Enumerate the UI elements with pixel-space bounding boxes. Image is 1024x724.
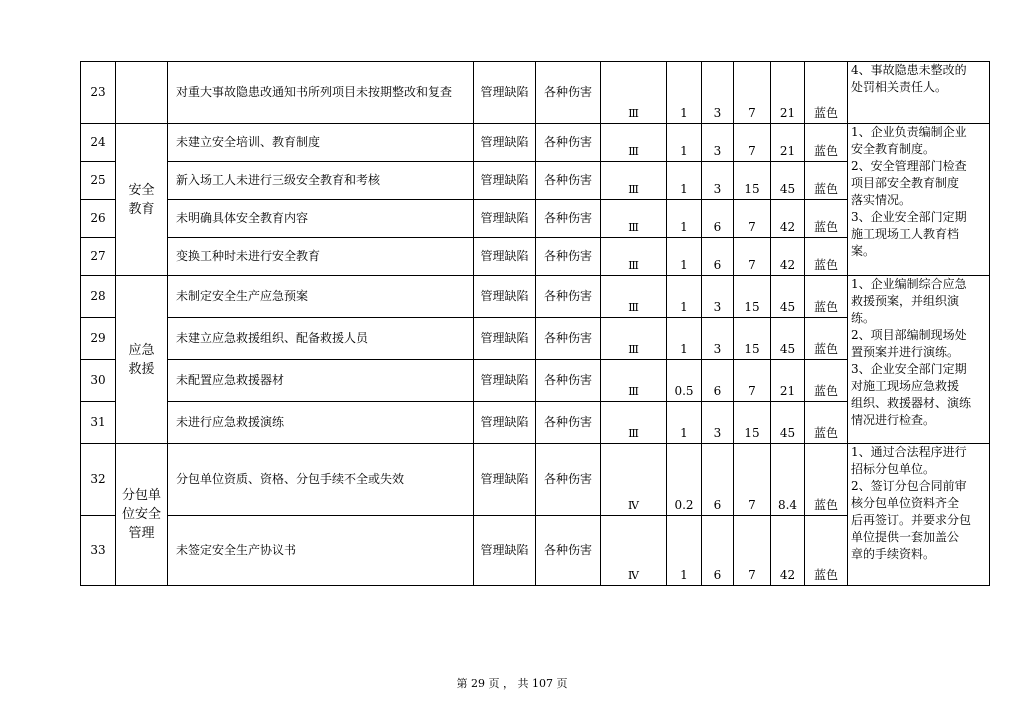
measure-line: 1、企业负责编制企业: [851, 125, 967, 139]
measure-line: 3、企业安全部门定期: [851, 362, 967, 376]
category-line: 管理: [128, 526, 155, 541]
risk-level: Ⅲ: [628, 385, 639, 398]
risk-level: Ⅲ: [628, 427, 639, 440]
risk-color: 蓝色: [805, 360, 848, 402]
value-l: 0.2: [667, 444, 702, 516]
measure-line: 招标分包单位。: [851, 462, 936, 476]
risk-level-cell: [601, 360, 667, 402]
measure-line: 核分包单位资料齐全: [851, 496, 960, 510]
row-number: 32: [81, 444, 116, 516]
risk-color: 蓝色: [805, 318, 848, 360]
measure-line: 练。: [851, 311, 876, 325]
harm-type: 各种伤害: [536, 238, 601, 276]
measure-line: 2、项目部编制现场处: [851, 328, 967, 342]
risk-color: 蓝色: [805, 162, 848, 200]
risk-level: Ⅲ: [628, 301, 639, 314]
value-e: 3: [702, 318, 734, 360]
harm-type: 各种伤害: [536, 318, 601, 360]
category-line: 分包单: [121, 488, 161, 503]
table-row: [81, 124, 990, 162]
row-number: 29: [81, 318, 116, 360]
value-e: 3: [702, 162, 734, 200]
risk-level-cell: [601, 516, 667, 586]
value-d: 21: [771, 360, 805, 402]
category-cell: [116, 124, 168, 276]
hazard-description: 未制定安全生产应急预案: [168, 276, 474, 318]
value-e: 6: [702, 444, 734, 516]
value-e: 6: [702, 200, 734, 238]
risk-level-cell: [601, 402, 667, 444]
risk-level: Ⅲ: [628, 145, 639, 158]
value-c: 7: [734, 444, 771, 516]
risk-color: 蓝色: [805, 444, 848, 516]
value-d: 45: [771, 318, 805, 360]
value-c: 15: [734, 318, 771, 360]
value-l: 1: [667, 402, 702, 444]
category-cell: [116, 276, 168, 444]
risk-level: Ⅲ: [628, 107, 639, 120]
category-cell: [116, 444, 168, 586]
harm-type: 各种伤害: [536, 516, 601, 586]
category-line: 安全: [128, 182, 155, 198]
risk-level-cell: [601, 238, 667, 276]
measure-line: 置预案并进行演练。: [851, 345, 960, 359]
measure-line: 后再签订。并要求分包: [851, 513, 972, 527]
value-l: 1: [667, 318, 702, 360]
hazard-description: 未配置应急救援器材: [168, 360, 474, 402]
hazard-description: 未明确具体安全教育内容: [168, 200, 474, 238]
control-measures-cell: [848, 124, 990, 276]
risk-color: 蓝色: [805, 276, 848, 318]
hazard-type: 管理缺陷: [474, 402, 536, 444]
row-number: 24: [81, 124, 116, 162]
measure-line: 情况进行检查。: [851, 413, 936, 427]
value-d: 45: [771, 402, 805, 444]
category-line: 教育: [128, 201, 155, 217]
category-line: 应急: [128, 342, 155, 358]
hazard-type: 管理缺陷: [474, 276, 536, 318]
hazard-description: 未进行应急救援演练: [168, 402, 474, 444]
measure-line: 案。: [851, 244, 876, 258]
value-l: 1: [667, 162, 702, 200]
category-line: 救援: [128, 361, 155, 377]
value-l: 1: [667, 516, 702, 586]
value-d: 21: [771, 124, 805, 162]
page-footer: 第 29 页 ， 共 107 页: [456, 677, 568, 690]
hazard-type: 管理缺陷: [474, 444, 536, 516]
hazard-type: 管理缺陷: [474, 62, 536, 124]
hazard-type: 管理缺陷: [474, 360, 536, 402]
table-row: [81, 62, 990, 124]
row-number: 25: [81, 162, 116, 200]
row-number: 31: [81, 402, 116, 444]
measure-line: 2、安全管理部门检查: [851, 159, 967, 173]
risk-color: 蓝色: [805, 238, 848, 276]
risk-level-cell: [601, 62, 667, 124]
measure-line: 1、企业编制综合应急: [851, 277, 967, 291]
value-d: 42: [771, 200, 805, 238]
value-d: 45: [771, 162, 805, 200]
value-e: 3: [702, 276, 734, 318]
risk-level-cell: [601, 162, 667, 200]
value-c: 15: [734, 162, 771, 200]
harm-type: 各种伤害: [536, 402, 601, 444]
hazard-description: 变换工种时未进行安全教育: [168, 238, 474, 276]
risk-color: 蓝色: [805, 62, 848, 124]
risk-level-cell: [601, 200, 667, 238]
row-number: 26: [81, 200, 116, 238]
hazard-type: 管理缺陷: [474, 516, 536, 586]
row-number: 28: [81, 276, 116, 318]
hazard-description: 对重大事故隐患改通知书所列项目未按期整改和复查: [168, 62, 474, 124]
risk-level: Ⅲ: [628, 343, 639, 356]
row-number: 33: [81, 516, 116, 586]
control-measures-cell: [848, 444, 990, 586]
value-c: 7: [734, 62, 771, 124]
harm-type: 各种伤害: [536, 200, 601, 238]
risk-level: Ⅳ: [628, 569, 639, 582]
measure-line: 1、通过合法程序进行: [851, 445, 967, 459]
value-d: 45: [771, 276, 805, 318]
risk-color: 蓝色: [805, 124, 848, 162]
risk-level-cell: [601, 124, 667, 162]
risk-level: Ⅲ: [628, 221, 639, 234]
risk-color: 蓝色: [805, 200, 848, 238]
measure-line: 安全教育制度。: [851, 142, 936, 156]
value-l: 1: [667, 238, 702, 276]
category-line: 位安全: [121, 507, 161, 522]
value-e: 6: [702, 238, 734, 276]
hazard-description: 未签定安全生产协议书: [168, 516, 474, 586]
risk-color: 蓝色: [805, 402, 848, 444]
value-l: 1: [667, 200, 702, 238]
row-number: 23: [81, 62, 116, 124]
value-d: 42: [771, 238, 805, 276]
measure-line: 落实情况。: [851, 193, 912, 207]
row-number: 27: [81, 238, 116, 276]
value-e: 6: [702, 360, 734, 402]
measure-line: 组织、救援器材、演练: [851, 396, 972, 410]
hazard-table: [80, 61, 990, 586]
value-e: 6: [702, 516, 734, 586]
harm-type: 各种伤害: [536, 62, 601, 124]
measure-line: 施工现场工人教育档: [851, 227, 960, 241]
hazard-description: 新入场工人未进行三级安全教育和考核: [168, 162, 474, 200]
measure-line: 处罚相关责任人。: [851, 80, 948, 94]
measure-line: 2、签订分包合同前审: [851, 479, 967, 493]
risk-level-cell: [601, 318, 667, 360]
value-l: 1: [667, 124, 702, 162]
value-l: 0.5: [667, 360, 702, 402]
value-l: 1: [667, 62, 702, 124]
hazard-description: 分包单位资质、资格、分包手续不全或失效: [168, 444, 474, 516]
risk-level: Ⅲ: [628, 259, 639, 272]
value-l: 1: [667, 276, 702, 318]
risk-level: Ⅲ: [628, 183, 639, 196]
value-e: 3: [702, 62, 734, 124]
risk-level-cell: [601, 444, 667, 516]
control-measures-cell: [848, 62, 990, 124]
value-c: 15: [734, 276, 771, 318]
harm-type: 各种伤害: [536, 276, 601, 318]
row-number: 30: [81, 360, 116, 402]
value-c: 15: [734, 402, 771, 444]
hazard-description: 未建立应急救援组织、配备救援人员: [168, 318, 474, 360]
value-d: 21: [771, 62, 805, 124]
risk-color: 蓝色: [805, 516, 848, 586]
value-c: 7: [734, 124, 771, 162]
hazard-type: 管理缺陷: [474, 318, 536, 360]
hazard-type: 管理缺陷: [474, 238, 536, 276]
value-e: 3: [702, 402, 734, 444]
hazard-table-page: [80, 61, 972, 586]
category-cell: [116, 62, 168, 124]
harm-type: 各种伤害: [536, 444, 601, 516]
value-e: 3: [702, 124, 734, 162]
risk-level: Ⅳ: [628, 499, 639, 512]
value-d: 42: [771, 516, 805, 586]
harm-type: 各种伤害: [536, 162, 601, 200]
table-row: [81, 276, 990, 318]
value-d: 8.4: [771, 444, 805, 516]
hazard-type: 管理缺陷: [474, 162, 536, 200]
measure-line: 4、事故隐患未整改的: [851, 63, 967, 77]
control-measures-cell: [848, 276, 990, 444]
measure-line: 对施工现场应急救援: [851, 379, 960, 393]
measure-line: 项目部安全教育制度: [851, 176, 960, 190]
risk-level-cell: [601, 276, 667, 318]
hazard-type: 管理缺陷: [474, 200, 536, 238]
measure-line: 章的手续资料。: [851, 547, 936, 561]
value-c: 7: [734, 516, 771, 586]
measure-line: 单位提供一套加盖公: [851, 530, 960, 544]
value-c: 7: [734, 360, 771, 402]
harm-type: 各种伤害: [536, 124, 601, 162]
hazard-description: 未建立安全培训、教育制度: [168, 124, 474, 162]
measure-line: 3、企业安全部门定期: [851, 210, 967, 224]
table-row: [81, 444, 990, 516]
measure-line: 救援预案，并组织演: [851, 294, 960, 308]
hazard-type: 管理缺陷: [474, 124, 536, 162]
value-c: 7: [734, 238, 771, 276]
value-c: 7: [734, 200, 771, 238]
harm-type: 各种伤害: [536, 360, 601, 402]
